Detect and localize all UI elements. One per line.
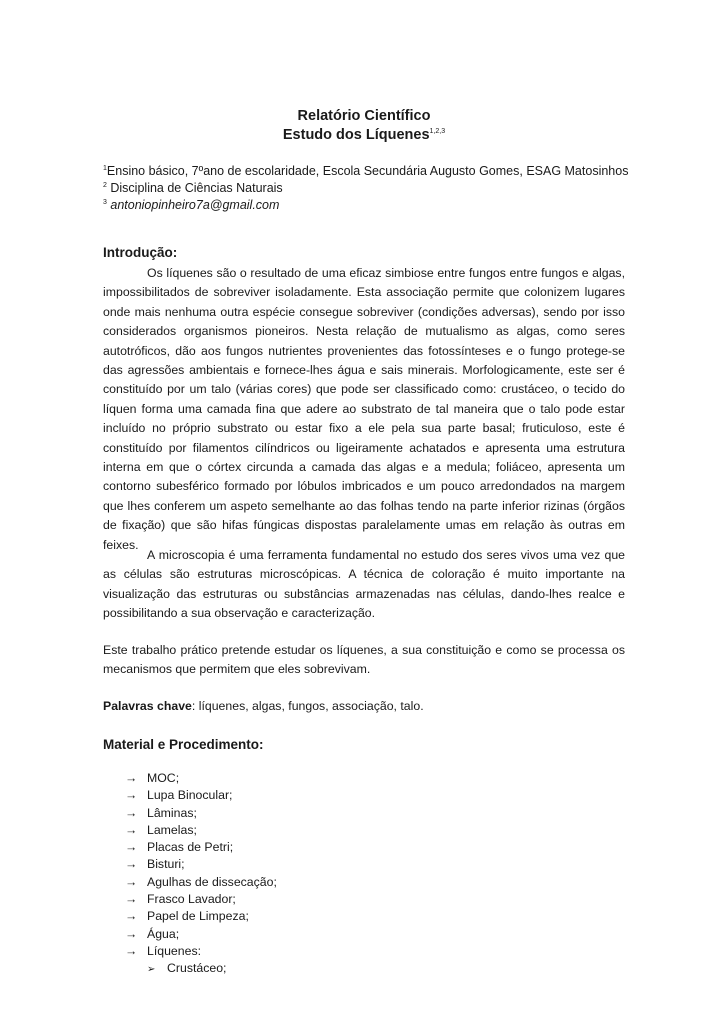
materials-sublist-wrapper	[125, 960, 277, 977]
materials-list-item	[125, 805, 277, 822]
materials-list-item	[125, 874, 277, 891]
arrow-right-icon: →	[125, 926, 138, 941]
arrow-right-icon: →	[125, 943, 138, 958]
arrow-right-icon: →	[125, 840, 138, 855]
materials-list-item-label: Agulhas de dissecação;	[147, 874, 277, 889]
materials-heading: Material e Procedimento:	[103, 737, 264, 752]
intro-heading: Introdução:	[103, 245, 178, 260]
arrow-right-icon: →	[125, 874, 138, 889]
materials-list-item	[125, 839, 277, 856]
arrow-right-icon: →	[125, 822, 138, 837]
affiliation-text: Disciplina de Ciências Naturais	[106, 181, 283, 195]
affiliation-mark: 3	[103, 198, 107, 206]
arrow-right-icon: →	[125, 857, 138, 872]
arrow-right-icon: →	[125, 805, 138, 820]
materials-list-item-label: Lamelas;	[147, 822, 197, 837]
materials-list	[125, 770, 277, 978]
arrow-right-icon: →	[125, 909, 138, 924]
report-subtitle-superscript: 1,2,3	[429, 128, 446, 136]
arrow-right-icon: →	[125, 788, 138, 803]
affiliation-text: Ensino básico, 7ºano de escolaridade, Escola Secundária Augusto Gomes, ESAG Matosinhos	[106, 164, 629, 178]
report-subtitle	[0, 127, 728, 143]
materials-list-item	[125, 908, 277, 925]
materials-list-item	[125, 787, 277, 804]
materials-list-item	[125, 926, 277, 943]
materials-list-item	[125, 856, 277, 873]
materials-list-item-label: Líquenes:	[147, 943, 202, 958]
affiliation-2	[103, 181, 283, 195]
materials-list-item-label: Frasco Lavador;	[147, 892, 236, 907]
materials-list-item	[125, 891, 277, 908]
materials-list-item-label: Lâminas;	[147, 805, 197, 820]
report-title: Relatório Científico	[297, 108, 431, 124]
materials-list-item-label: Lupa Binocular;	[147, 788, 233, 803]
intro-paragraph-1: Os líquenes são o resultado de uma eficaz simbiose entre fungos entre fungos e algas, impossibilitados de sobreviver isoladamente. Esta associação permite que colonizem lugares onde mais nenhuma outra espécie consegue sobreviver (condições adversas), sendo por isso considerados organismos pioneiros. Nesta relação de mutualismo as algas, como seres autotróficos, dão aos fungos nutrientes provenientes das fotossínteses e o fungo protege-se das agressões ambientais e fornece-lhes água e sais minerais. Morfologicamente, este ser é constituído por um talo (várias cores) que pode ser classificado como: crustáceo, o tecido do líquen forma uma camada fina que adere ao substrato de tal maneira que o talo pode estar incluído no próprio substrato ou estar fixo a ele pela sua parte basal; fruticuloso, este é constituído por filamentos cilíndricos ou ligeiramente achatados e apresenta uma estrutura interna em que o córtex circunda a camada das algas e a medula; foliáceo, apresenta um contorno subesférico formado por lóbulos imbricados e um pouco arredondados na margem que lhes conferem um aspeto semelhante ao das folhas tendo na parte inferior rizinas (órgãos de fixação) que são hifas fúngicas dispostas paralelamente umas em relação às outras em feixes.	[103, 266, 625, 552]
affiliation-mark: 2	[103, 181, 107, 189]
materials-list-item-label: Placas de Petri;	[147, 840, 234, 855]
materials-list-item	[125, 943, 277, 960]
intro-paragraph-2: A microscopia é uma ferramenta fundamental no estudo dos seres vivos uma vez que as células são estruturas microscópicas. A técnica de coloração é muito importante na visualização das estruturas ou substâncias armazenadas nas células, dando-lhes realce e possibilitando a sua observação e caracterização.	[103, 548, 625, 621]
materials-subitem	[147, 960, 277, 977]
materials-list-item-label: MOC;	[147, 771, 180, 785]
materials-list-item-label: Bisturi;	[147, 857, 185, 872]
intro-paragraph-3: Este trabalho prático pretende estudar os líquenes, a sua constituição e como se processa os mecanismos que permitem que eles sobrevivam.	[103, 643, 625, 677]
materials-sublist	[125, 960, 277, 977]
keywords-text: : líquenes, algas, fungos, associação, talo.	[191, 699, 424, 713]
affiliation-3	[103, 198, 279, 212]
affiliation-mark: 1	[103, 164, 107, 172]
arrow-right-icon: →	[125, 771, 138, 785]
materials-list-item-label: Papel de Limpeza;	[147, 909, 249, 924]
report-subtitle-text: Estudo dos Líquenes	[282, 127, 430, 143]
chevron-arrow-icon: ➢	[147, 964, 156, 976]
arrow-right-icon: →	[125, 892, 138, 907]
materials-list-item-label: Água;	[147, 926, 180, 941]
materials-list-item	[125, 770, 277, 787]
materials-subitem-label: Crustáceo;	[167, 961, 227, 976]
materials-list-item	[125, 822, 277, 839]
affiliation-1	[103, 164, 628, 178]
keywords-label: Palavras chave	[103, 699, 192, 713]
keywords-line	[103, 699, 424, 713]
author-email: antoniopinheiro7a@gmail.com	[106, 198, 280, 212]
